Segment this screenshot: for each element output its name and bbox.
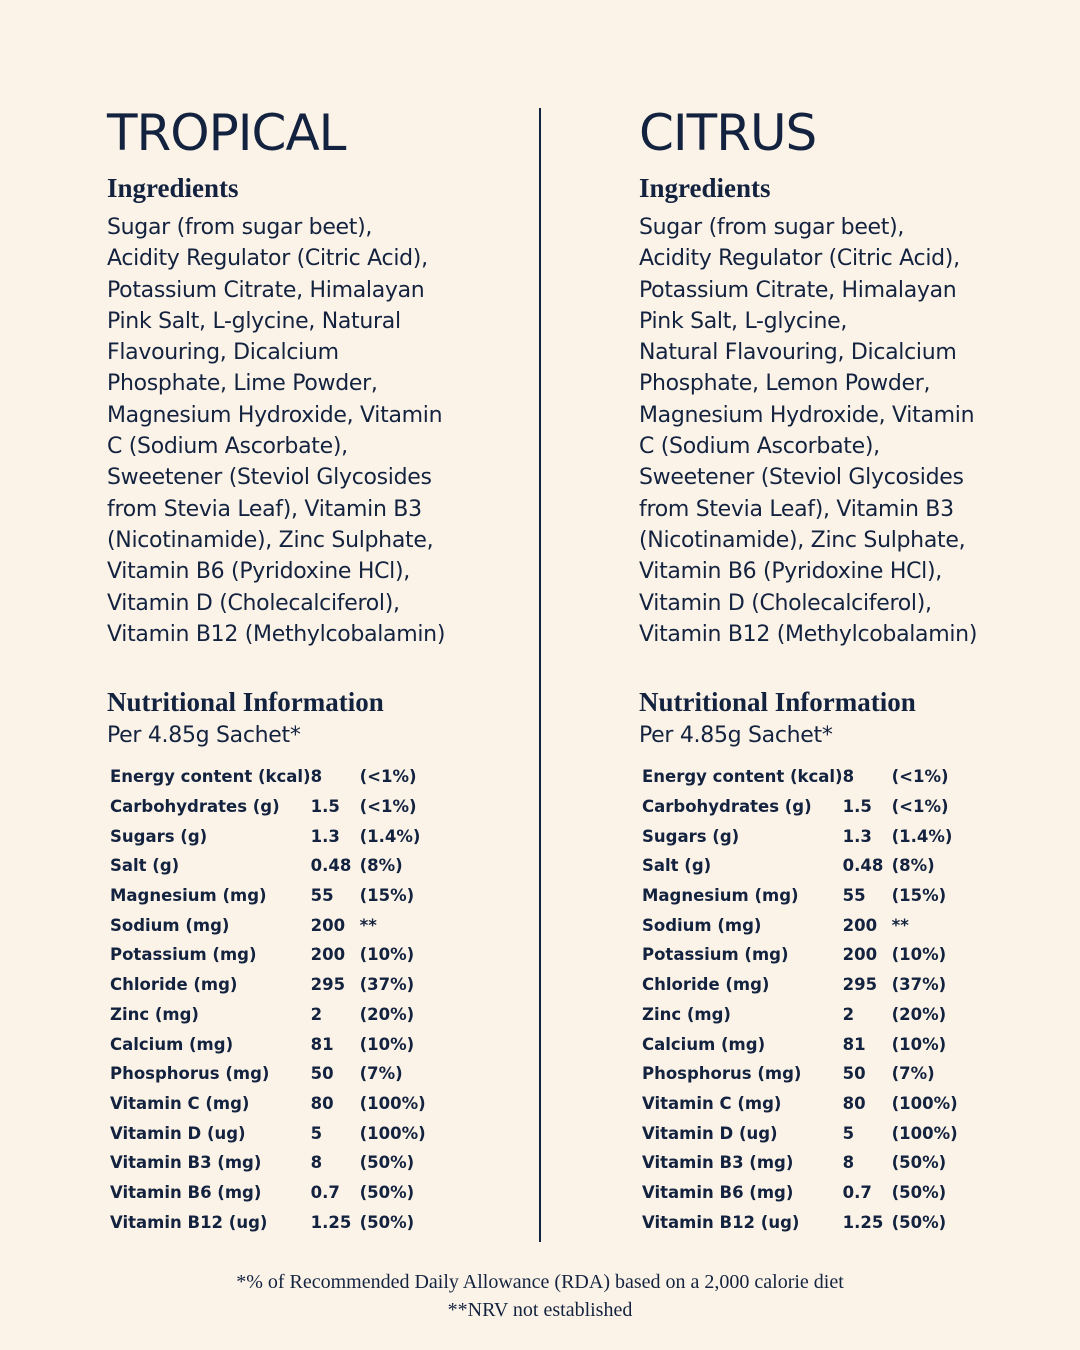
ingredient-line: Sugar (from sugar beet), xyxy=(639,215,905,240)
nutrient-value: 1.25 xyxy=(842,1212,884,1232)
table-row xyxy=(642,970,972,1000)
table-row xyxy=(642,821,972,851)
ingredient-line: Pink Salt, L-glycine, xyxy=(639,308,848,334)
ingredient-line: (Nicotinamide), Zinc Sulphate, xyxy=(107,527,434,553)
nutrient-name: Chloride (mg) xyxy=(642,975,770,995)
ingredient-line: Acidity Regulator (Citric Acid), xyxy=(107,246,428,272)
nutrition-table xyxy=(110,762,440,1237)
nutrient-name: Vitamin B6 (mg) xyxy=(110,1182,262,1202)
nutrient-rda: (50%) xyxy=(891,1182,947,1202)
table-row xyxy=(642,881,972,911)
ingredient-line: Sweetener (Steviol Glycosides xyxy=(639,465,964,491)
ingredient-line: C (Sodium Ascorbate), xyxy=(107,434,348,460)
nutrient-rda: (<1%) xyxy=(891,767,949,787)
column-divider xyxy=(539,108,541,1242)
nutrient-rda: (100%) xyxy=(891,1093,958,1113)
table-row xyxy=(110,1089,440,1119)
nutrient-rda: (15%) xyxy=(359,886,415,906)
nutrient-name: Vitamin C (mg) xyxy=(110,1093,250,1113)
nutrient-name: Vitamin B3 (mg) xyxy=(110,1153,262,1173)
nutrient-value: 55 xyxy=(842,886,866,906)
ingredient-line: Acidity Regulator (Citric Acid), xyxy=(639,246,960,272)
nutrient-rda: (50%) xyxy=(359,1212,415,1232)
nutrient-value: 8 xyxy=(842,1153,855,1173)
ingredient-line: (Nicotinamide), Zinc Sulphate, xyxy=(639,527,966,553)
ingredient-line: Phosphate, Lemon Powder, xyxy=(639,371,931,397)
table-row xyxy=(110,1000,440,1030)
nutrient-rda: (7%) xyxy=(359,1064,403,1084)
table-row xyxy=(642,1207,972,1237)
nutrient-rda: (50%) xyxy=(891,1212,947,1232)
nutrient-rda: (20%) xyxy=(359,1004,415,1024)
nutrient-value: 50 xyxy=(842,1064,866,1084)
nutrient-rda: (100%) xyxy=(359,1093,426,1113)
nutrient-value: 1.5 xyxy=(310,797,340,817)
table-row xyxy=(642,1029,972,1059)
ingredient-line: Sweetener (Steviol Glycosides xyxy=(107,465,432,491)
table-row xyxy=(110,821,440,851)
nutrient-name: Vitamin B12 (ug) xyxy=(110,1212,268,1232)
table-row xyxy=(110,792,440,822)
nutrient-value: 80 xyxy=(310,1093,334,1113)
nutrient-name: Salt (g) xyxy=(110,856,180,876)
nutrient-name: Vitamin B6 (mg) xyxy=(642,1182,794,1202)
nutrient-rda: (20%) xyxy=(891,1004,947,1024)
serving-size: Per 4.85g Sachet* xyxy=(639,723,833,748)
nutrient-name: Vitamin B12 (ug) xyxy=(642,1212,800,1232)
nutrition-heading: Nutritional Information xyxy=(639,687,916,717)
nutrient-name: Potassium (mg) xyxy=(110,945,257,965)
ingredient-line: Potassium Citrate, Himalayan xyxy=(639,277,957,303)
ingredient-line: Sugar (from sugar beet), xyxy=(107,215,373,240)
table-row xyxy=(642,910,972,940)
nutrient-name: Magnesium (mg) xyxy=(642,886,799,906)
nutrient-name: Carbohydrates (g) xyxy=(110,797,280,817)
ingredients-text xyxy=(107,212,467,650)
ingredient-line: Vitamin D (Cholecalciferol), xyxy=(107,590,400,616)
nutrient-rda: (7%) xyxy=(891,1064,935,1084)
nutrient-value: 1.5 xyxy=(842,797,872,817)
nutrient-value: 50 xyxy=(310,1064,334,1084)
nutrient-name: Sodium (mg) xyxy=(642,915,762,935)
nutrient-rda: (100%) xyxy=(359,1123,426,1143)
ingredient-line: Magnesium Hydroxide, Vitamin xyxy=(639,402,975,428)
nutrient-name: Zinc (mg) xyxy=(110,1004,199,1024)
nutrient-rda: (37%) xyxy=(891,975,947,995)
nutrient-name: Chloride (mg) xyxy=(110,975,238,995)
nutrient-name: Vitamin D (ug) xyxy=(110,1123,246,1143)
ingredient-line: C (Sodium Ascorbate), xyxy=(639,434,880,460)
table-row xyxy=(642,1059,972,1089)
table-row xyxy=(110,1118,440,1148)
nutrient-name: Zinc (mg) xyxy=(642,1004,731,1024)
product-column-tropical xyxy=(107,103,467,1232)
nutrient-rda: (50%) xyxy=(359,1153,415,1173)
table-row xyxy=(642,1178,972,1208)
nutrient-value: 0.48 xyxy=(842,856,884,876)
nutrient-value: 200 xyxy=(842,945,878,965)
ingredient-line: Flavouring, Dicalcium xyxy=(107,340,339,366)
ingredient-line: Vitamin B6 (Pyridoxine HCl), xyxy=(639,559,942,585)
nutrient-rda: ** xyxy=(891,915,909,935)
table-row xyxy=(642,1148,972,1178)
nutrient-value: 0.7 xyxy=(842,1182,872,1202)
serving-size: Per 4.85g Sachet* xyxy=(107,723,301,748)
nutrient-value: 55 xyxy=(310,886,334,906)
nutrient-rda: (<1%) xyxy=(891,797,949,817)
ingredient-line: Magnesium Hydroxide, Vitamin xyxy=(107,402,443,428)
table-row xyxy=(642,851,972,881)
ingredient-line: Phosphate, Lime Powder, xyxy=(107,371,378,397)
table-row xyxy=(110,1207,440,1237)
nutrient-value: 295 xyxy=(842,975,878,995)
nutrient-rda: (10%) xyxy=(891,945,947,965)
nutrient-name: Carbohydrates (g) xyxy=(642,797,812,817)
nutrient-name: Sugars (g) xyxy=(110,826,208,846)
flavour-title: TROPICAL xyxy=(107,104,346,162)
nutrient-name: Vitamin D (ug) xyxy=(642,1123,778,1143)
nutrient-rda: (8%) xyxy=(891,856,935,876)
nutrient-value: 1.3 xyxy=(310,826,340,846)
nutrition-table xyxy=(642,762,972,1237)
nutrient-value: 0.7 xyxy=(310,1182,340,1202)
ingredient-line: Vitamin B12 (Methylcobalamin) xyxy=(639,621,978,647)
ingredient-line: Vitamin B12 (Methylcobalamin) xyxy=(107,621,446,647)
nutrient-rda: (100%) xyxy=(891,1123,958,1143)
table-row xyxy=(642,940,972,970)
nutrient-value: 81 xyxy=(842,1034,866,1054)
nutrient-rda: (15%) xyxy=(891,886,947,906)
nutrient-value: 1.25 xyxy=(310,1212,352,1232)
nutrient-rda: (<1%) xyxy=(359,767,417,787)
table-row xyxy=(642,1000,972,1030)
nutrient-name: Vitamin B3 (mg) xyxy=(642,1153,794,1173)
table-row xyxy=(642,762,972,792)
table-row xyxy=(110,1148,440,1178)
nutrient-value: 0.48 xyxy=(310,856,352,876)
ingredient-line: Natural Flavouring, Dicalcium xyxy=(639,340,957,366)
nutrient-value: 200 xyxy=(310,945,346,965)
table-row xyxy=(642,1089,972,1119)
nutrient-rda: (50%) xyxy=(359,1182,415,1202)
table-row xyxy=(110,910,440,940)
ingredients-heading: Ingredients xyxy=(107,173,239,203)
nutrient-name: Sugars (g) xyxy=(642,826,740,846)
table-row xyxy=(110,881,440,911)
nutrient-value: 2 xyxy=(310,1004,323,1024)
footnotes xyxy=(0,1268,1080,1324)
nutrient-name: Salt (g) xyxy=(642,856,712,876)
nutrient-rda: (37%) xyxy=(359,975,415,995)
product-column-citrus xyxy=(639,103,999,1232)
nutrition-heading: Nutritional Information xyxy=(107,687,384,717)
nutrient-rda: ** xyxy=(359,915,377,935)
table-row xyxy=(110,970,440,1000)
flavour-title: CITRUS xyxy=(639,104,817,162)
table-row xyxy=(110,762,440,792)
ingredient-line: from Stevia Leaf), Vitamin B3 xyxy=(107,496,422,522)
table-row xyxy=(110,1059,440,1089)
nutrient-value: 80 xyxy=(842,1093,866,1113)
nutrient-value: 2 xyxy=(842,1004,855,1024)
ingredient-line: Vitamin D (Cholecalciferol), xyxy=(639,590,932,616)
table-row xyxy=(110,1029,440,1059)
nutrient-rda: (10%) xyxy=(891,1034,947,1054)
ingredients-text xyxy=(639,212,999,650)
nutrient-value: 295 xyxy=(310,975,346,995)
nutrient-rda: (<1%) xyxy=(359,797,417,817)
nutrient-name: Phosphorus (mg) xyxy=(110,1064,270,1084)
rda-footnote: *% of Recommended Daily Allowance (RDA) based on a 2,000 calorie diet xyxy=(236,1271,844,1293)
nutrient-name: Energy content (kcal) xyxy=(642,767,843,787)
nutrient-name: Potassium (mg) xyxy=(642,945,789,965)
nutrient-name: Phosphorus (mg) xyxy=(642,1064,802,1084)
nutrient-name: Vitamin C (mg) xyxy=(642,1093,782,1113)
table-row xyxy=(642,1118,972,1148)
nutrient-value: 200 xyxy=(310,915,346,935)
nutrient-rda: (1.4%) xyxy=(891,826,953,846)
table-row xyxy=(110,851,440,881)
ingredient-line: from Stevia Leaf), Vitamin B3 xyxy=(639,496,954,522)
nutrient-rda: (1.4%) xyxy=(359,826,421,846)
nutrient-name: Calcium (mg) xyxy=(110,1034,234,1054)
ingredients-heading: Ingredients xyxy=(639,173,771,203)
nutrient-value: 81 xyxy=(310,1034,334,1054)
table-row xyxy=(110,940,440,970)
nutrient-name: Magnesium (mg) xyxy=(110,886,267,906)
ingredient-line: Pink Salt, L-glycine, Natural xyxy=(107,308,401,334)
nutrient-value: 8 xyxy=(310,767,323,787)
nutrient-name: Sodium (mg) xyxy=(110,915,230,935)
nutrient-name: Calcium (mg) xyxy=(642,1034,766,1054)
table-row xyxy=(642,792,972,822)
ingredient-line: Potassium Citrate, Himalayan xyxy=(107,277,425,303)
nutrient-value: 200 xyxy=(842,915,878,935)
table-row xyxy=(110,1178,440,1208)
nrv-footnote: **NRV not established xyxy=(447,1299,633,1321)
nutrient-value: 1.3 xyxy=(842,826,872,846)
nutrient-rda: (8%) xyxy=(359,856,403,876)
nutrient-value: 8 xyxy=(842,767,855,787)
nutrient-value: 8 xyxy=(310,1153,323,1173)
nutrient-name: Energy content (kcal) xyxy=(110,767,311,787)
nutrient-rda: (50%) xyxy=(891,1153,947,1173)
nutrient-value: 5 xyxy=(310,1123,323,1143)
nutrient-rda: (10%) xyxy=(359,1034,415,1054)
nutrient-value: 5 xyxy=(842,1123,855,1143)
nutrient-rda: (10%) xyxy=(359,945,415,965)
ingredient-line: Vitamin B6 (Pyridoxine HCl), xyxy=(107,559,410,585)
